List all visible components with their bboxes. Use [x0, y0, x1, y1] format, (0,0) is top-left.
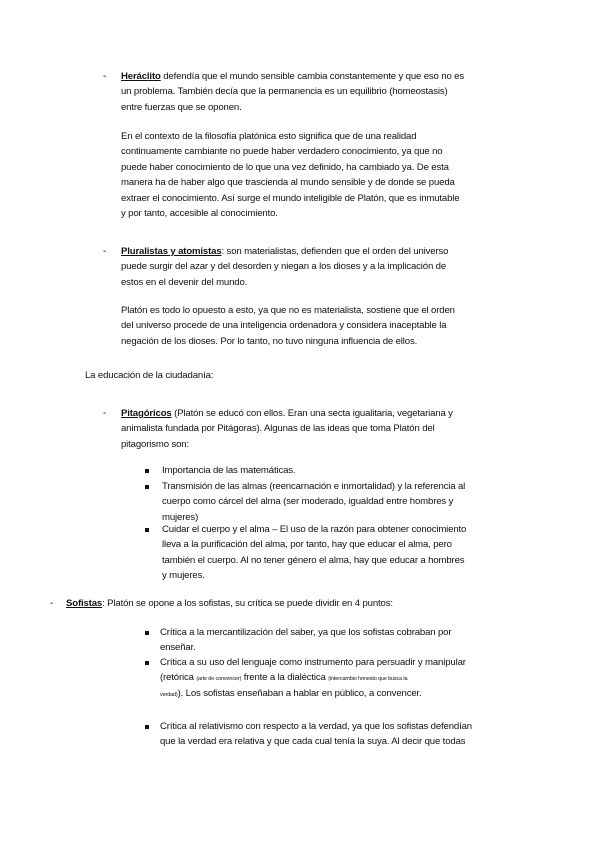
note-fragment: (arte de convencer): [196, 676, 242, 683]
term-label: Pluralistas y atomistas: [121, 246, 222, 257]
text-line: La educación de la ciudadanía:: [85, 370, 214, 381]
list-item: [121, 244, 448, 290]
list-item: [121, 406, 453, 452]
text-line: [121, 244, 448, 259]
text-line: Crítica al relativismo con respecto a la verdad, ya que los sofistas defendían: [160, 721, 472, 732]
text-fragment: (Platón se educó con ellos. Eran una secta igualitaria, vegetariana y: [171, 408, 453, 419]
list-item: [162, 463, 295, 478]
term-label: Heráclito: [121, 71, 161, 82]
text-line: enseñar.: [160, 642, 196, 654]
dash-bullet-icon: -: [103, 408, 107, 419]
paragraph: [121, 303, 455, 349]
note-fragment: (intercambio honesto que busca la: [328, 676, 408, 683]
dash-bullet-icon: -: [50, 598, 54, 609]
text-line: [160, 686, 466, 701]
paragraph: [121, 129, 459, 221]
text-line: y mujeres.: [162, 570, 205, 582]
square-bullet-icon: [145, 463, 149, 478]
square-bullet-icon: [145, 479, 149, 494]
text-fragment: : son materialistas, defienden que el orden del universo: [221, 246, 449, 257]
text-line: pitagorismo son:: [121, 438, 189, 450]
text-line: un problema. También decía que la permanencia es un equilibrio (homeostasis): [121, 86, 448, 98]
text-line: mujeres): [162, 511, 199, 523]
text-line: del universo procede de una inteligencia ordenadora y considera inaceptable la: [121, 320, 447, 332]
text-line: Platón es todo lo opuesto a esto, ya que no es materialista, sostiene que el orden: [121, 305, 455, 316]
text-fragment: defendía que el mundo sensible cambia constantemente y que eso no es: [160, 71, 464, 82]
text-line: negación de los dioses. Por lo tanto, no tuvo ninguna influencia de ellos.: [121, 335, 418, 347]
section-heading: [85, 368, 213, 383]
note-fragment: verdad): [160, 691, 178, 698]
text-line: En el contexto de la filosofía platónica esto significa que de una realidad: [121, 131, 417, 142]
text-line: que la verdad era relativa y que cada cual tenía la suya. Al decir que todas: [160, 736, 466, 748]
square-bullet-icon: [145, 719, 149, 734]
dash-bullet-icon: -: [103, 246, 107, 257]
text-line: puede surgir del azar y del desorden y niegan a los dioses y a la implicación de: [121, 261, 447, 273]
square-bullet-icon: [145, 655, 149, 670]
text-line: Crítica a la mercantilización del saber, ya que los sofistas cobraban por: [160, 627, 452, 638]
list-item: [160, 719, 472, 750]
text-line: [66, 596, 393, 611]
text-line: y por tanto, accesible al conocimiento.: [121, 207, 278, 219]
text-line: estos en el devenir del mundo.: [121, 276, 248, 288]
list-item: [162, 479, 465, 525]
list-item: [121, 69, 464, 115]
list-item: [162, 522, 466, 584]
text-line: [160, 670, 466, 685]
square-bullet-icon: [145, 522, 149, 537]
text-line: puede haber conocimiento de lo que una vez definido, ha cambiado ya. De esta: [121, 161, 449, 173]
square-bullet-icon: [145, 625, 149, 640]
text-line: [121, 406, 453, 421]
text-line: [121, 69, 464, 84]
list-item: [160, 625, 451, 656]
text-line: también el cuerpo. Al no tener género el alma, hay que educar a hombres: [162, 554, 465, 566]
term-label: Pitagóricos: [121, 408, 172, 419]
text-line: lleva a la purificación del alma, por tanto, hay que educar el alma, pero: [162, 539, 452, 551]
text-line: animalista fundada por Pitágoras). Algunas de las ideas que toma Platón del: [121, 423, 435, 435]
list-item: [66, 596, 393, 611]
text-line: Cuidar el cuerpo y el alma – El uso de la razón para obtener conocimiento: [162, 524, 467, 535]
text-line: Transmisión de las almas (reencarnación e inmortalidad) y la referencia al: [162, 481, 466, 492]
list-item: [160, 655, 466, 701]
text-line: Crítica a su uso del lenguaje como instrumento para persuadir y manipular: [160, 657, 466, 668]
text-fragment: ). Los sofistas enseñaban a hablar en público, a convencer.: [177, 687, 422, 699]
text-line: continuamente cambiante no puede haber verdadero conocimiento, ya que no: [121, 146, 443, 158]
term-label: Sofistas: [66, 598, 103, 609]
text-line: cuerpo como cárcel del alma (ser moderado, igualdad entre hombres y: [162, 496, 454, 508]
text-line: entre fuerzas que se oponen.: [121, 101, 242, 113]
text-fragment: (retórica: [160, 672, 197, 684]
text-fragment: frente a la dialéctica: [241, 672, 329, 684]
text-line: manera ha de haber algo que trascienda al mundo sensible y de donde se pueda: [121, 177, 455, 189]
text-fragment: : Platón se opone a los sofistas, su crítica se puede dividir en 4 puntos:: [102, 598, 393, 609]
text-line: Importancia de las matemáticas.: [162, 465, 296, 476]
text-line: extraer el conocimiento. Así surge el mundo inteligible de Platón, que es inmutable: [121, 192, 460, 204]
dash-bullet-icon: -: [103, 71, 107, 82]
